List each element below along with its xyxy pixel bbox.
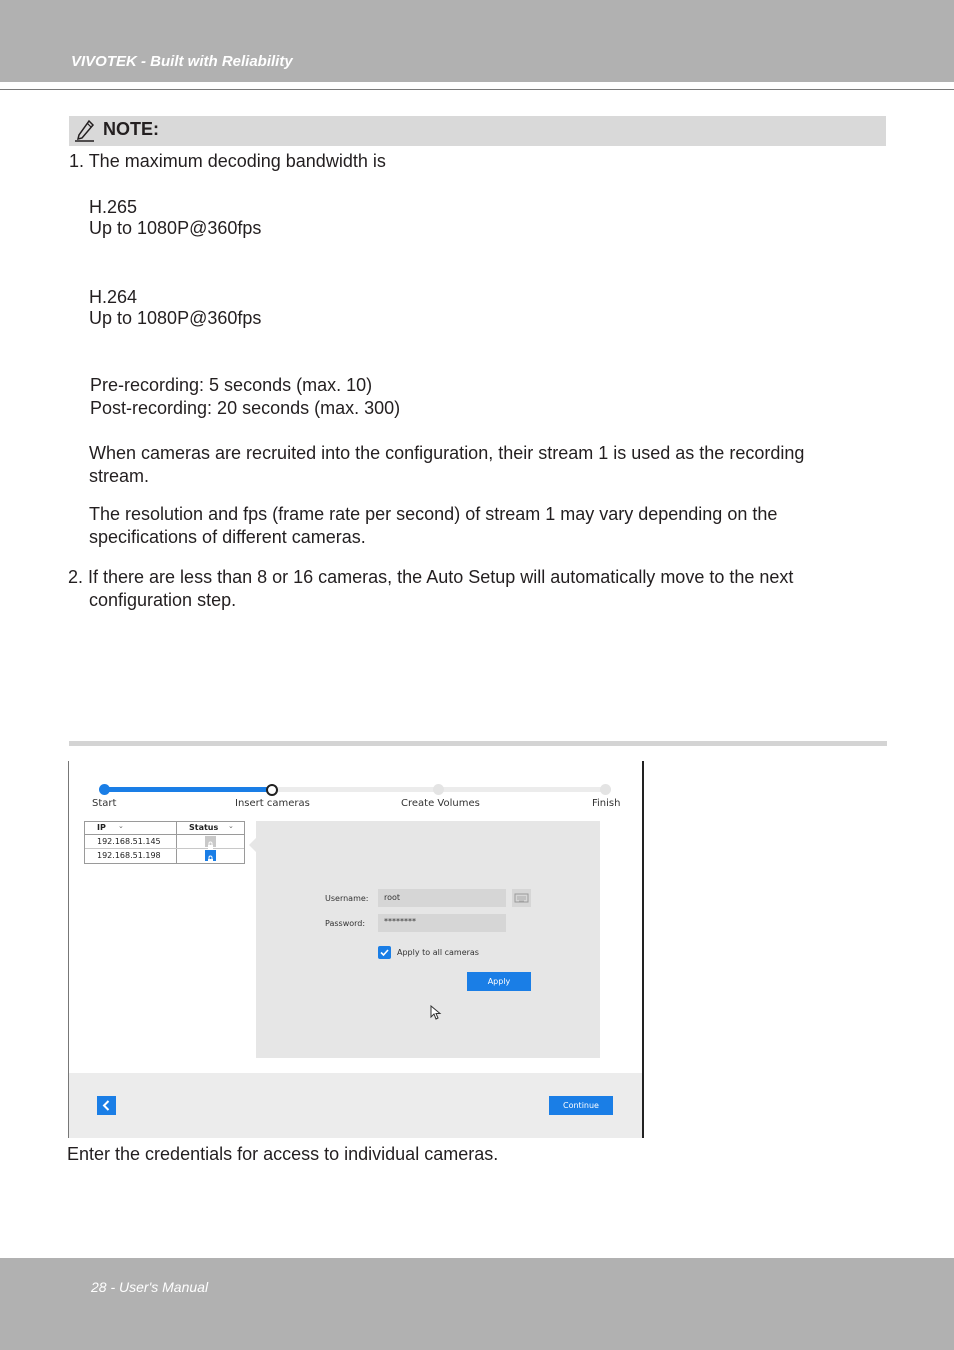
step-progress-fill bbox=[104, 787, 272, 792]
resolution-note-line1: The resolution and fps (frame rate per second) of stream 1 may vary depending on the bbox=[89, 504, 778, 524]
stream-note-line1: When cameras are recruited into the configuration, their stream 1 is used as the recording bbox=[89, 443, 805, 463]
note-item-2-line2: configuration step. bbox=[89, 590, 237, 610]
step-dot-start[interactable] bbox=[99, 784, 110, 795]
postrecording-text: Post-recording: 20 seconds (max. 300) bbox=[90, 398, 401, 418]
stream-note-line2: stream. bbox=[89, 466, 150, 486]
password-label: Password: bbox=[325, 919, 366, 928]
step-label-finish: Finish bbox=[592, 798, 621, 809]
lock-icon bbox=[205, 850, 216, 861]
back-button[interactable] bbox=[97, 1096, 116, 1115]
username-input[interactable]: root bbox=[378, 889, 506, 907]
step-label-create-volumes: Create Volumes bbox=[401, 798, 480, 809]
page-number: 28 - User's Manual bbox=[91, 1279, 209, 1295]
section-divider bbox=[69, 741, 887, 746]
resolution-note-line2: specifications of different cameras. bbox=[89, 527, 366, 547]
note-item-2-line1: 2. If there are less than 8 or 16 cameras, the Auto Setup will automatically move to the next bbox=[68, 567, 794, 587]
apply-button[interactable]: Apply bbox=[467, 972, 531, 991]
codec-h264-spec: Up to 1080P@360fps bbox=[89, 308, 262, 328]
header-divider bbox=[0, 89, 954, 90]
page-footer bbox=[0, 1258, 954, 1350]
keyboard-icon[interactable] bbox=[512, 889, 531, 907]
note-bar bbox=[69, 116, 886, 146]
camera-ip[interactable]: 192.168.51.198 bbox=[97, 851, 161, 860]
password-input[interactable]: ******** bbox=[378, 914, 506, 932]
pencil-icon bbox=[74, 119, 96, 143]
step-dot-insert-cameras[interactable] bbox=[266, 784, 278, 796]
note-title: NOTE: bbox=[103, 119, 159, 139]
camera-table-header bbox=[85, 822, 244, 835]
chevron-down-icon[interactable]: ⌄ bbox=[118, 822, 124, 830]
username-label: Username: bbox=[325, 894, 369, 903]
continue-button[interactable]: Continue bbox=[549, 1096, 613, 1115]
brand-tagline: VIVOTEK - Built with Reliability bbox=[71, 53, 293, 70]
step-label-insert-cameras: Insert cameras bbox=[235, 798, 310, 809]
screenshot-right-border bbox=[642, 761, 644, 1138]
apply-all-label[interactable]: Apply to all cameras bbox=[397, 948, 479, 957]
codec-h265: H.265 bbox=[89, 197, 138, 217]
step-label-start: Start bbox=[92, 798, 117, 809]
camera-ip[interactable]: 192.168.51.145 bbox=[97, 837, 161, 846]
codec-h265-spec: Up to 1080P@360fps bbox=[89, 218, 262, 238]
camera-table bbox=[84, 821, 245, 864]
note-item-1: 1. The maximum decoding bandwidth is bbox=[69, 151, 386, 171]
row-divider bbox=[85, 848, 244, 849]
column-divider bbox=[176, 822, 177, 863]
lock-icon bbox=[205, 836, 216, 847]
step-dot-create-volumes[interactable] bbox=[433, 784, 444, 795]
chevron-down-icon[interactable]: ⌄ bbox=[228, 822, 234, 830]
prerecording-text: Pre-recording: 5 seconds (max. 10) bbox=[90, 375, 373, 395]
panel-pointer bbox=[249, 838, 256, 852]
step-dot-finish[interactable] bbox=[600, 784, 611, 795]
figure-caption: Enter the credentials for access to individual cameras. bbox=[67, 1144, 499, 1164]
credentials-panel bbox=[256, 821, 600, 1058]
codec-h264: H.264 bbox=[89, 287, 138, 307]
column-header-ip[interactable]: IP bbox=[97, 823, 106, 832]
apply-all-checkbox[interactable] bbox=[378, 946, 391, 959]
mouse-cursor-icon bbox=[430, 1005, 442, 1021]
column-header-status[interactable]: Status bbox=[189, 823, 219, 832]
